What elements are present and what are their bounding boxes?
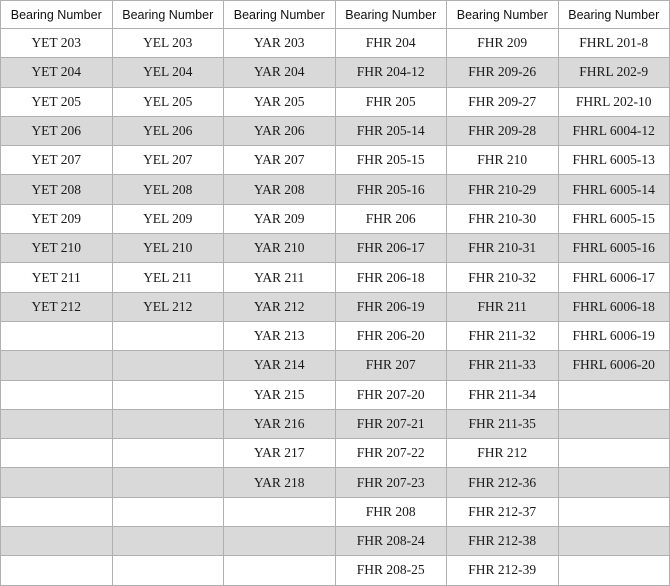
cell: YET 212: [1, 292, 113, 321]
cell: YAR 217: [224, 439, 336, 468]
column-header-6: Bearing Number: [558, 1, 670, 29]
cell: [112, 439, 224, 468]
cell: YET 203: [1, 29, 113, 58]
cell: YAR 216: [224, 409, 336, 438]
cell: [558, 468, 670, 497]
table-row: [1, 116, 670, 145]
cell: [1, 527, 113, 556]
cell: FHR 206-20: [335, 321, 447, 350]
cell: [224, 527, 336, 556]
cell: YEL 203: [112, 29, 224, 58]
cell: FHR 208: [335, 497, 447, 526]
cell: FHR 212-36: [447, 468, 559, 497]
cell: YAR 215: [224, 380, 336, 409]
table-row: [1, 468, 670, 497]
cell: YET 210: [1, 234, 113, 263]
cell: YAR 212: [224, 292, 336, 321]
cell: FHR 205-14: [335, 116, 447, 145]
cell: [1, 497, 113, 526]
cell: YET 204: [1, 58, 113, 87]
table-row: [1, 87, 670, 116]
cell: FHR 210-30: [447, 204, 559, 233]
cell: FHR 210: [447, 146, 559, 175]
cell: [1, 351, 113, 380]
cell: [558, 497, 670, 526]
cell: FHR 207: [335, 351, 447, 380]
cell: [558, 409, 670, 438]
cell: [558, 527, 670, 556]
table-body: [1, 29, 670, 586]
cell: YET 207: [1, 146, 113, 175]
cell: YAR 213: [224, 321, 336, 350]
cell: FHR 211: [447, 292, 559, 321]
cell: YAR 218: [224, 468, 336, 497]
column-header-3: Bearing Number: [224, 1, 336, 29]
cell: FHRL 201-8: [558, 29, 670, 58]
cell: FHR 204: [335, 29, 447, 58]
cell: YAR 205: [224, 87, 336, 116]
cell: FHR 212: [447, 439, 559, 468]
column-header-1: Bearing Number: [1, 1, 113, 29]
cell: FHRL 6005-13: [558, 146, 670, 175]
table-row: [1, 234, 670, 263]
cell: FHR 209-27: [447, 87, 559, 116]
cell: YEL 206: [112, 116, 224, 145]
cell: FHR 204-12: [335, 58, 447, 87]
cell: FHR 211-32: [447, 321, 559, 350]
cell: FHR 206: [335, 204, 447, 233]
column-header-4: Bearing Number: [335, 1, 447, 29]
cell: [112, 380, 224, 409]
cell: [112, 497, 224, 526]
cell: FHRL 6006-17: [558, 263, 670, 292]
cell: [112, 409, 224, 438]
table-row: [1, 439, 670, 468]
cell: FHR 205-15: [335, 146, 447, 175]
cell: [224, 556, 336, 585]
cell: YAR 206: [224, 116, 336, 145]
cell: YAR 210: [224, 234, 336, 263]
cell: [112, 468, 224, 497]
table-header-row: [1, 1, 670, 29]
cell: FHRL 6006-18: [558, 292, 670, 321]
table-row: [1, 204, 670, 233]
cell: YEL 209: [112, 204, 224, 233]
cell: FHR 212-37: [447, 497, 559, 526]
cell: YEL 212: [112, 292, 224, 321]
cell: FHR 209: [447, 29, 559, 58]
cell: YEL 208: [112, 175, 224, 204]
table-row: [1, 175, 670, 204]
cell: [112, 556, 224, 585]
cell: [1, 439, 113, 468]
table-row: [1, 29, 670, 58]
cell: [1, 380, 113, 409]
cell: FHR 206-18: [335, 263, 447, 292]
cell: FHR 207-21: [335, 409, 447, 438]
cell: YAR 209: [224, 204, 336, 233]
cell: FHR 211-35: [447, 409, 559, 438]
cell: [1, 321, 113, 350]
table-row: [1, 58, 670, 87]
cell: YET 211: [1, 263, 113, 292]
cell: FHR 210-29: [447, 175, 559, 204]
cell: FHR 205: [335, 87, 447, 116]
cell: YET 206: [1, 116, 113, 145]
cell: YEL 210: [112, 234, 224, 263]
column-header-5: Bearing Number: [447, 1, 559, 29]
table-row: [1, 527, 670, 556]
table-header: [1, 1, 670, 29]
cell: FHR 206-17: [335, 234, 447, 263]
cell: YET 209: [1, 204, 113, 233]
cell: FHR 209-28: [447, 116, 559, 145]
cell: FHR 208-25: [335, 556, 447, 585]
cell: FHRL 6006-20: [558, 351, 670, 380]
table-row: [1, 409, 670, 438]
cell: FHR 207-20: [335, 380, 447, 409]
cell: [112, 321, 224, 350]
cell: FHRL 6004-12: [558, 116, 670, 145]
cell: FHR 212-39: [447, 556, 559, 585]
cell: YEL 207: [112, 146, 224, 175]
cell: YEL 204: [112, 58, 224, 87]
cell: FHR 208-24: [335, 527, 447, 556]
cell: [1, 556, 113, 585]
cell: [112, 351, 224, 380]
table-row: [1, 292, 670, 321]
cell: FHRL 6006-19: [558, 321, 670, 350]
cell: YAR 214: [224, 351, 336, 380]
cell: [558, 439, 670, 468]
cell: [1, 468, 113, 497]
cell: FHRL 6005-16: [558, 234, 670, 263]
cell: [558, 380, 670, 409]
cell: [558, 556, 670, 585]
table-row: [1, 263, 670, 292]
cell: YET 208: [1, 175, 113, 204]
cell: FHR 207-22: [335, 439, 447, 468]
cell: YEL 211: [112, 263, 224, 292]
cell: YAR 211: [224, 263, 336, 292]
cell: YEL 205: [112, 87, 224, 116]
cell: FHR 210-32: [447, 263, 559, 292]
cell: [112, 527, 224, 556]
cell: FHR 207-23: [335, 468, 447, 497]
table-row: [1, 146, 670, 175]
cell: [224, 497, 336, 526]
cell: FHR 211-33: [447, 351, 559, 380]
cell: FHRL 6005-15: [558, 204, 670, 233]
table-row: [1, 321, 670, 350]
cell: YAR 204: [224, 58, 336, 87]
cell: YAR 208: [224, 175, 336, 204]
cell: FHR 206-19: [335, 292, 447, 321]
cell: FHRL 202-9: [558, 58, 670, 87]
cell: FHR 211-34: [447, 380, 559, 409]
table-row: [1, 556, 670, 585]
table-row: [1, 380, 670, 409]
cell: FHR 212-38: [447, 527, 559, 556]
cell: FHRL 6005-14: [558, 175, 670, 204]
column-header-2: Bearing Number: [112, 1, 224, 29]
cell: YAR 203: [224, 29, 336, 58]
cell: YET 205: [1, 87, 113, 116]
cell: FHRL 202-10: [558, 87, 670, 116]
cell: FHR 205-16: [335, 175, 447, 204]
table-row: [1, 497, 670, 526]
table-row: [1, 351, 670, 380]
cell: FHR 209-26: [447, 58, 559, 87]
cell: YAR 207: [224, 146, 336, 175]
cell: FHR 210-31: [447, 234, 559, 263]
cell: [1, 409, 113, 438]
